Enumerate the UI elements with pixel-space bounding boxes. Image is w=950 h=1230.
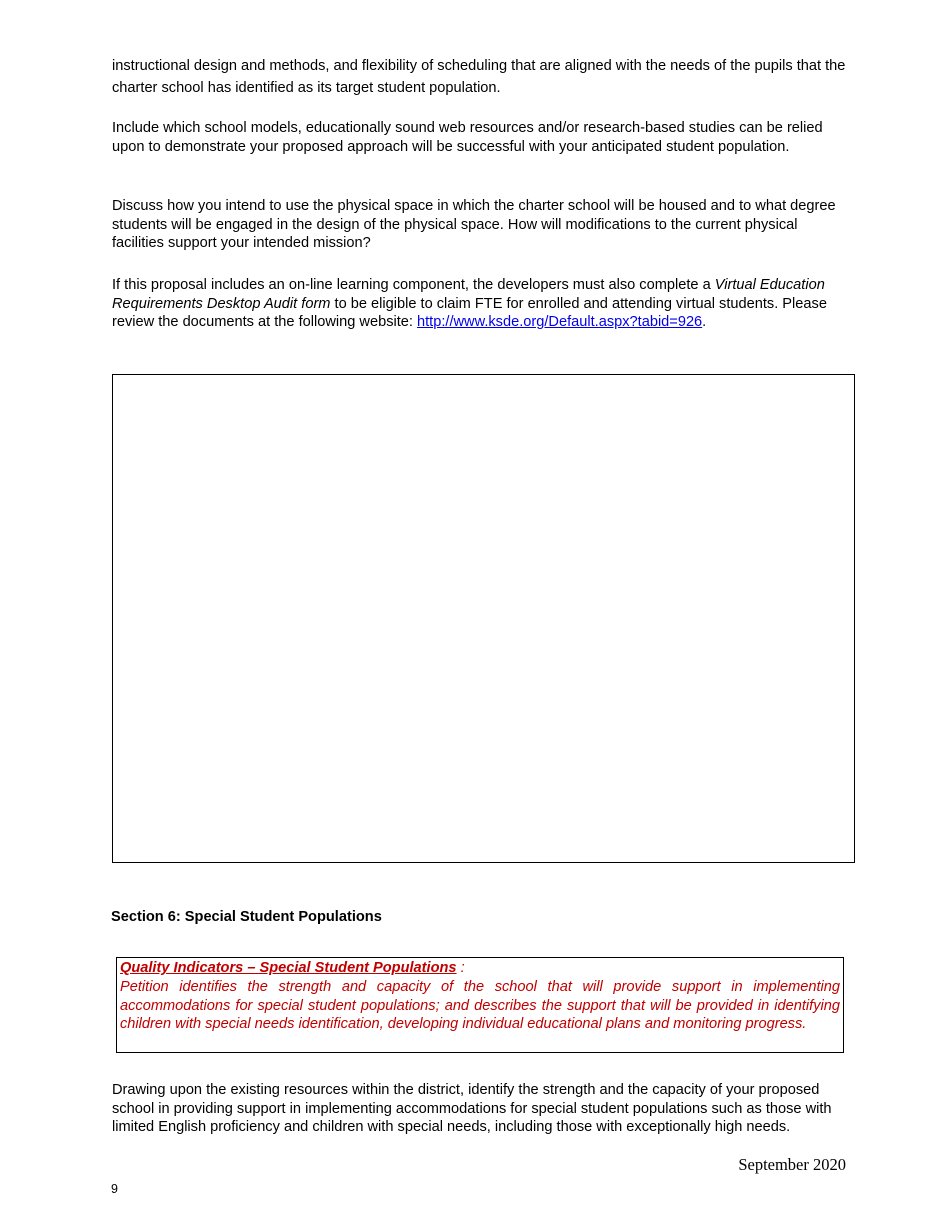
intro-paragraph: instructional design and methods, and flexibility of scheduling that are aligned with the needs of the pupils that the charter school has identified as its target student population.	[112, 58, 846, 96]
quality-indicators-title: Quality Indicators – Special Student Populations	[120, 960, 457, 976]
ksde-link[interactable]: http://www.ksde.org/Default.aspx?tabid=926	[417, 314, 703, 331]
physical-space-paragraph: Discuss how you intend to use the physical space in which the charter school will be housed and to what degree students will be engaged in the design of the physical space. How will modifications to the current physical facilities support your intended mission?	[112, 198, 836, 252]
special-populations-prompt: Drawing upon the existing resources within the district, identify the strength and the capacity of your proposed school in providing support in implementing accommodations for special student populations such as those with limited English proficiency and children with special needs, including those with exceptionally high needs.	[112, 1082, 832, 1136]
quality-indicators-body: Petition identifies the strength and capacity of the school that will provide support in implementing accommodations for special student populations; and describes the support that will be provided in identifying children with special needs identification, developing individual educational plans and monitoring progress.	[120, 978, 840, 1033]
response-text-box[interactable]	[112, 374, 855, 863]
online-text-after: to be eligible to claim FTE for enrolled and attending virtual students. Please review the documents at the following website:	[112, 295, 827, 331]
online-learning-paragraph	[112, 276, 842, 332]
section-6-heading: Section 6: Special Student Populations	[111, 909, 382, 925]
virtual-form-name: Virtual Education Requirements Desktop Audit form	[112, 277, 825, 312]
quality-indicators-box	[116, 957, 844, 1053]
page-number: 9	[111, 1182, 118, 1196]
online-text-end: .	[702, 314, 707, 331]
online-text-before: If this proposal includes an on-line learning component, the developers must also complete a	[112, 277, 715, 293]
models-paragraph: Include which school models, educationally sound web resources and/or research-based studies can be relied upon to demonstrate your proposed approach will be successful with your anticipated student population.	[112, 120, 823, 155]
quality-indicators-colon: :	[456, 960, 465, 976]
footer-date: September 2020	[738, 1155, 846, 1174]
